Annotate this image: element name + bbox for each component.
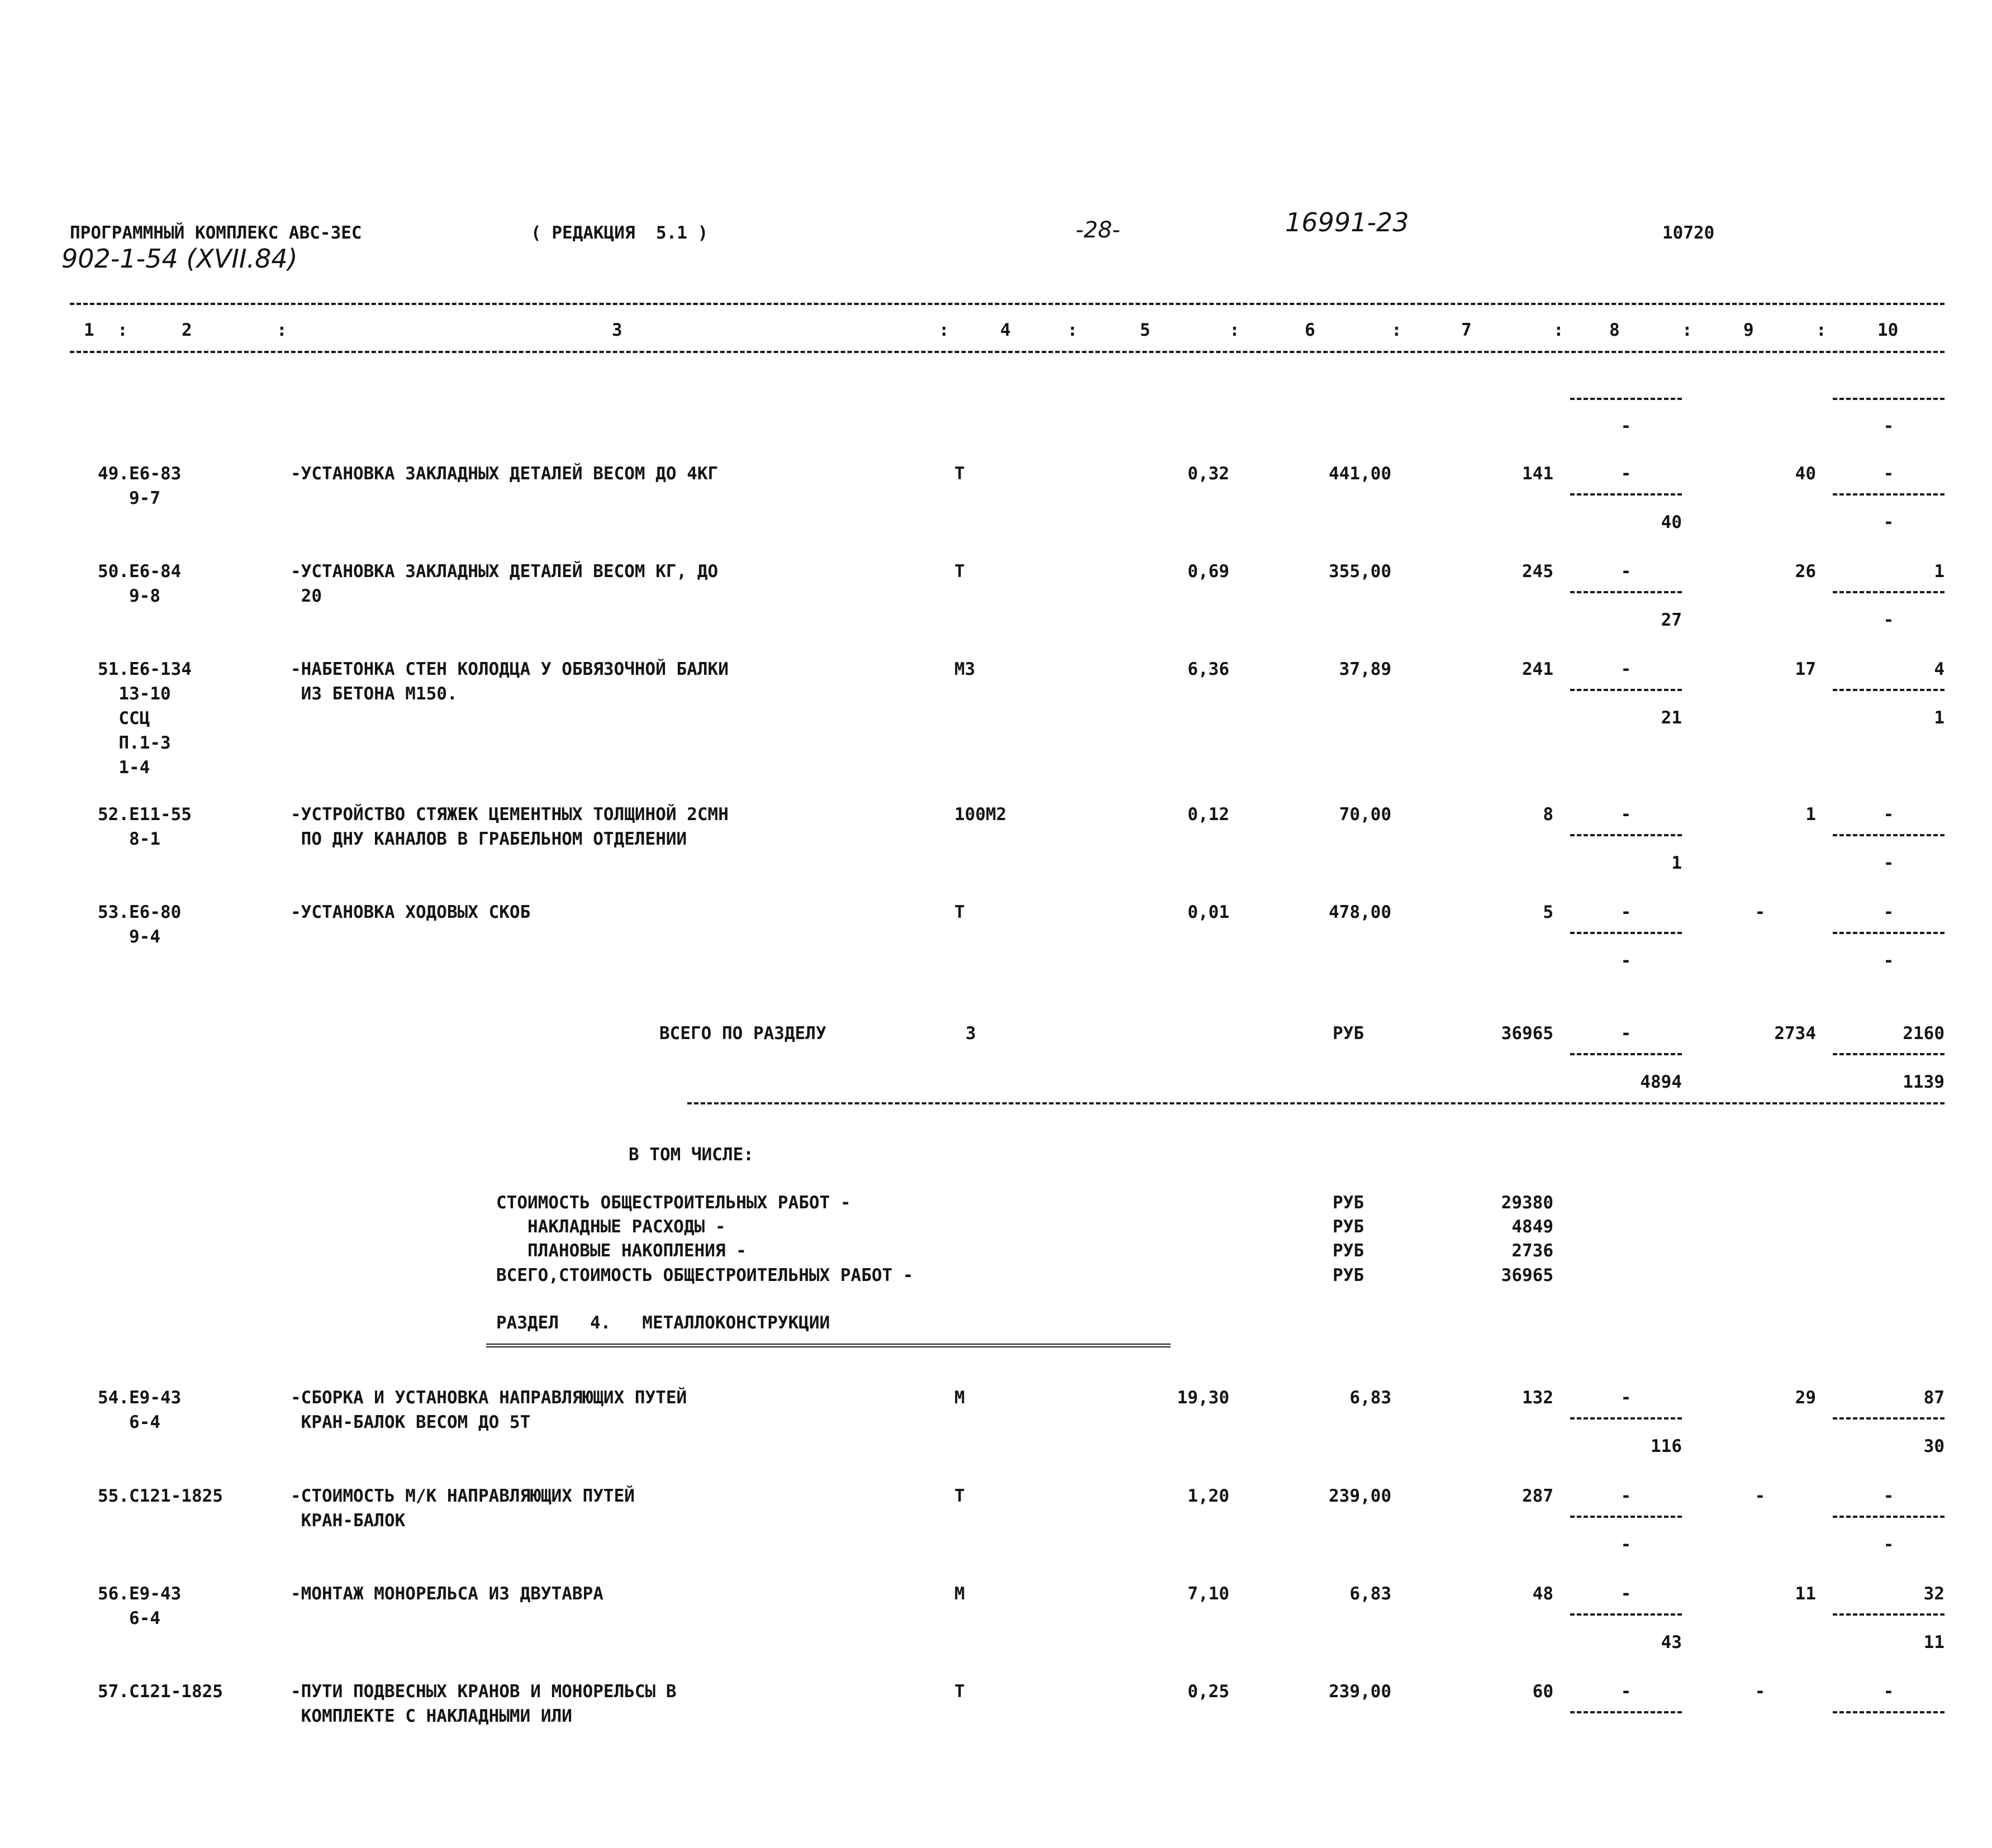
item-unit: М xyxy=(954,1388,965,1408)
item-quantity: 19,30 xyxy=(1177,1388,1229,1408)
item-c9: - xyxy=(1755,1682,1766,1702)
item-c10-top: - xyxy=(1883,902,1894,922)
item-c9: 26 xyxy=(1795,561,1816,582)
item-code-line: 6-4 xyxy=(98,1412,160,1432)
item-total: 245 xyxy=(1522,561,1553,582)
including-item-currency: РУБ xyxy=(1333,1241,1364,1261)
item-code-line: 54.Е9-43 xyxy=(98,1388,182,1408)
item-c8-bottom: 40 xyxy=(1661,512,1682,532)
item-c10-top: 1 xyxy=(1934,561,1945,582)
item-unit: Т xyxy=(954,1486,965,1506)
section-heading-underline xyxy=(486,1344,1171,1347)
item-description-line: -МОНТАЖ МОНОРЕЛЬСА ИЗ ДВУТАВРА xyxy=(291,1584,603,1604)
section-total-c10-top: 2160 xyxy=(1903,1023,1945,1044)
section-total-number: 3 xyxy=(966,1023,976,1044)
item-c8-bottom: - xyxy=(1620,951,1632,971)
item-c9: - xyxy=(1755,1486,1766,1506)
item-quantity: 0,12 xyxy=(1187,804,1229,825)
item-description-line: КРАН-БАЛОК xyxy=(291,1511,406,1531)
item-c10-top: 32 xyxy=(1923,1584,1945,1604)
section-total-c10-bottom: 1139 xyxy=(1903,1072,1945,1092)
item-unit-price: 239,00 xyxy=(1329,1682,1391,1702)
item-unit-price: 239,00 xyxy=(1329,1486,1391,1506)
item-quantity: 0,32 xyxy=(1187,464,1229,484)
item-code-line: 9-8 xyxy=(98,586,160,606)
page-number: -28- xyxy=(1076,217,1120,243)
item-c9: 29 xyxy=(1795,1388,1816,1408)
item-description-line: -СБОРКА И УСТАНОВКА НАПРАВЛЯЮЩИХ ПУТЕЙ xyxy=(291,1388,687,1408)
item-c8-bottom: 1 xyxy=(1671,853,1682,873)
column-number-5: 5 xyxy=(1140,320,1150,340)
item-c8-rule xyxy=(1570,493,1682,496)
column-number-3: 3 xyxy=(612,320,622,340)
item-c8-rule xyxy=(1570,1711,1682,1713)
item-c10-bottom: 30 xyxy=(1923,1436,1945,1456)
edition-label: ( РЕДАКЦИЯ 5.1 ) xyxy=(531,223,709,243)
document-number: 10720 xyxy=(1662,223,1715,243)
item-code-line: 50.Е6-84 xyxy=(98,561,182,582)
project-code: 902-1-54 (XVII.84) xyxy=(61,244,298,274)
item-total: 5 xyxy=(1543,902,1553,922)
item-total: 141 xyxy=(1522,464,1553,484)
including-item-value: 4849 xyxy=(1511,1217,1553,1237)
item-unit: Т xyxy=(954,1682,965,1702)
item-c10-bottom: - xyxy=(1883,951,1894,971)
column-separator: : xyxy=(1391,320,1402,340)
item-c9: 11 xyxy=(1795,1584,1816,1604)
item-unit: Т xyxy=(954,464,965,484)
section-total-c8-rule xyxy=(1570,1053,1682,1055)
item-c9: - xyxy=(1755,902,1766,922)
item-code-line: 1-4 xyxy=(98,758,150,778)
column-separator: : xyxy=(1553,320,1564,340)
item-unit-price: 37,89 xyxy=(1339,659,1391,679)
carry-c8-rule xyxy=(1570,398,1682,400)
column-number-6: 6 xyxy=(1305,320,1315,340)
including-item-label: ПЛАНОВЫЕ НАКОПЛЕНИЯ - xyxy=(496,1241,747,1261)
including-item-label: СТОИМОСТЬ ОБЩЕСТРОИТЕЛЬНЫХ РАБОТ - xyxy=(496,1193,851,1213)
item-code-line: 51.Е6-134 xyxy=(98,659,192,679)
including-item-currency: РУБ xyxy=(1333,1265,1364,1285)
item-c8-rule xyxy=(1570,932,1682,934)
item-code-line: 49.Е6-83 xyxy=(98,464,182,484)
item-quantity: 7,10 xyxy=(1187,1584,1229,1604)
item-c8-top: - xyxy=(1620,1682,1632,1702)
item-c10-rule xyxy=(1833,1417,1945,1420)
including-item-currency: РУБ xyxy=(1333,1217,1364,1237)
item-c10-top: 87 xyxy=(1923,1388,1945,1408)
item-c9: 1 xyxy=(1805,804,1816,825)
including-item-value: 29380 xyxy=(1501,1193,1553,1213)
item-quantity: 0,69 xyxy=(1187,561,1229,582)
item-unit-price: 355,00 xyxy=(1329,561,1391,582)
item-unit: М3 xyxy=(954,659,976,679)
including-item-currency: РУБ xyxy=(1333,1193,1364,1213)
header-bottom-rule xyxy=(70,351,1945,353)
item-c8-top: - xyxy=(1620,561,1632,582)
item-c8-top: - xyxy=(1620,1388,1632,1408)
doc-code: 16991-23 xyxy=(1285,207,1409,237)
item-c10-bottom: - xyxy=(1883,610,1894,630)
item-quantity: 0,01 xyxy=(1187,902,1229,922)
item-code-line: 55.С121-1825 xyxy=(98,1486,223,1506)
item-total: 241 xyxy=(1522,659,1553,679)
item-description-line: -СТОИМОСТЬ М/К НАПРАВЛЯЮЩИХ ПУТЕЙ xyxy=(291,1486,635,1506)
item-c8-top: - xyxy=(1620,902,1632,922)
item-c8-rule xyxy=(1570,1516,1682,1518)
item-c8-bottom: 27 xyxy=(1661,610,1682,630)
program-title: ПРОГРАММНЫЙ КОМПЛЕКС АВС-3ЕС xyxy=(70,223,362,243)
item-c8-top: - xyxy=(1620,1486,1632,1506)
item-code-line: 9-4 xyxy=(98,927,160,947)
item-total: 132 xyxy=(1522,1388,1553,1408)
item-c8-top: - xyxy=(1620,464,1632,484)
item-c9: 40 xyxy=(1795,464,1816,484)
item-c10-top: - xyxy=(1883,804,1894,825)
item-c10-bottom: - xyxy=(1883,512,1894,532)
item-c8-rule xyxy=(1570,689,1682,691)
column-number-7: 7 xyxy=(1461,320,1472,340)
item-c8-rule xyxy=(1570,1613,1682,1616)
item-description-line: -НАБЕТОНКА СТЕН КОЛОДЦА У ОБВЯЗОЧНОЙ БАЛКИ xyxy=(291,659,729,679)
item-description-line: -УСТАНОВКА ХОДОВЫХ СКОБ xyxy=(291,902,531,922)
item-c8-top: - xyxy=(1620,804,1632,825)
column-number-1: 1 xyxy=(84,320,94,340)
item-c8-rule xyxy=(1570,834,1682,836)
item-description-line: КРАН-БАЛОК ВЕСОМ ДО 5Т xyxy=(291,1412,531,1432)
item-code-line: ССЦ xyxy=(98,708,150,728)
item-description-line: ИЗ БЕТОНА М150. xyxy=(291,684,458,704)
item-code-line: 56.Е9-43 xyxy=(98,1584,182,1604)
item-quantity: 0,25 xyxy=(1187,1682,1229,1702)
item-c10-rule xyxy=(1833,1613,1945,1616)
item-unit: Т xyxy=(954,902,965,922)
item-total: 8 xyxy=(1543,804,1553,825)
section-total-c8-bottom: 4894 xyxy=(1640,1072,1682,1092)
carry-c8-value: - xyxy=(1620,416,1632,436)
section-total-sum: 36965 xyxy=(1501,1023,1553,1044)
item-description-line: -УСТАНОВКА ЗАКЛАДНЫХ ДЕТАЛЕЙ ВЕСОМ КГ, ДО xyxy=(291,561,719,582)
including-item-value: 2736 xyxy=(1511,1241,1553,1261)
item-description-line: ПО ДНУ КАНАЛОВ В ГРАБЕЛЬНОМ ОТДЕЛЕНИИ xyxy=(291,829,687,849)
item-code-line: 6-4 xyxy=(98,1608,160,1628)
column-separator: : xyxy=(117,320,128,340)
item-c8-bottom: 21 xyxy=(1661,708,1682,728)
item-c10-rule xyxy=(1833,493,1945,496)
item-description-line: -УСТРОЙСТВО СТЯЖЕК ЦЕМЕНТНЫХ ТОЛЩИНОЙ 2СМН xyxy=(291,804,729,825)
item-unit: 100М2 xyxy=(954,804,1007,825)
column-number-2: 2 xyxy=(182,320,192,340)
item-c10-bottom: 11 xyxy=(1923,1632,1945,1652)
item-quantity: 6,36 xyxy=(1187,659,1229,679)
column-number-10: 10 xyxy=(1877,320,1899,340)
including-item-label: НАКЛАДНЫЕ РАСХОДЫ - xyxy=(496,1217,726,1237)
item-c10-rule xyxy=(1833,591,1945,593)
item-code-line: 13-10 xyxy=(98,684,171,704)
column-separator: : xyxy=(1229,320,1240,340)
carry-c10-value: - xyxy=(1883,416,1894,436)
item-code-line: 57.С121-1825 xyxy=(98,1682,223,1702)
section-total-c10-rule xyxy=(1833,1053,1945,1055)
item-unit-price: 441,00 xyxy=(1329,464,1391,484)
section-total-label: ВСЕГО ПО РАЗДЕЛУ xyxy=(659,1023,826,1044)
item-code-line: 8-1 xyxy=(98,829,160,849)
column-separator: : xyxy=(1067,320,1078,340)
column-separator: : xyxy=(939,320,949,340)
section-total-c9: 2734 xyxy=(1774,1023,1816,1044)
item-c10-rule xyxy=(1833,1516,1945,1518)
item-c10-bottom: 1 xyxy=(1934,708,1945,728)
item-c8-bottom: - xyxy=(1620,1535,1632,1555)
item-code-line: 53.Е6-80 xyxy=(98,902,182,922)
item-c10-bottom: - xyxy=(1883,1535,1894,1555)
column-separator: : xyxy=(1816,320,1827,340)
item-c10-bottom: - xyxy=(1883,853,1894,873)
item-unit: М xyxy=(954,1584,965,1604)
column-number-8: 8 xyxy=(1609,320,1620,340)
item-c8-bottom: 116 xyxy=(1651,1436,1682,1456)
including-item-label: ВСЕГО,СТОИМОСТЬ ОБЩЕСТРОИТЕЛЬНЫХ РАБОТ - xyxy=(496,1265,914,1285)
item-c10-rule xyxy=(1833,689,1945,691)
item-description-line: КОМПЛЕКТЕ С НАКЛАДНЫМИ ИЛИ xyxy=(291,1706,572,1726)
item-code-line: П.1-3 xyxy=(98,733,171,753)
carry-c10-rule xyxy=(1833,398,1945,400)
item-c8-top: - xyxy=(1620,1584,1632,1604)
item-c10-top: 4 xyxy=(1934,659,1945,679)
item-total: 48 xyxy=(1532,1584,1553,1604)
item-c8-rule xyxy=(1570,1417,1682,1420)
column-separator: : xyxy=(277,320,287,340)
section-heading: РАЗДЕЛ 4. МЕТАЛЛОКОНСТРУКЦИИ xyxy=(496,1313,830,1333)
section-total-c8-top: - xyxy=(1620,1023,1632,1044)
header-top-rule xyxy=(70,303,1945,305)
including-item-value: 36965 xyxy=(1501,1265,1553,1285)
item-c10-top: - xyxy=(1883,464,1894,484)
item-c10-rule xyxy=(1833,932,1945,934)
item-c10-rule xyxy=(1833,834,1945,836)
item-unit-price: 70,00 xyxy=(1339,804,1391,825)
column-separator: : xyxy=(1682,320,1693,340)
item-total: 60 xyxy=(1532,1682,1553,1702)
item-unit-price: 478,00 xyxy=(1329,902,1391,922)
column-number-4: 4 xyxy=(1000,320,1011,340)
column-number-9: 9 xyxy=(1743,320,1754,340)
including-title: В ТОМ ЧИСЛЕ: xyxy=(629,1145,754,1165)
item-description-line: -УСТАНОВКА ЗАКЛАДНЫХ ДЕТАЛЕЙ ВЕСОМ ДО 4КГ xyxy=(291,464,719,484)
section-total-currency: РУБ xyxy=(1333,1023,1364,1044)
item-c10-top: - xyxy=(1883,1486,1894,1506)
item-unit-price: 6,83 xyxy=(1349,1388,1391,1408)
section-total-rule xyxy=(687,1102,1945,1104)
item-code-line: 52.Е11-55 xyxy=(98,804,192,825)
item-quantity: 1,20 xyxy=(1187,1486,1229,1506)
item-c8-top: - xyxy=(1620,659,1632,679)
item-c10-rule xyxy=(1833,1711,1945,1713)
item-c8-bottom: 43 xyxy=(1661,1632,1682,1652)
item-c10-top: - xyxy=(1883,1682,1894,1702)
item-description-line: -ПУТИ ПОДВЕСНЫХ КРАНОВ И МОНОРЕЛЬСЫ В xyxy=(291,1682,677,1702)
item-unit-price: 6,83 xyxy=(1349,1584,1391,1604)
item-code-line: 9-7 xyxy=(98,488,160,508)
item-c8-rule xyxy=(1570,591,1682,593)
item-unit: Т xyxy=(954,561,965,582)
item-c9: 17 xyxy=(1795,659,1816,679)
item-description-line: 20 xyxy=(291,586,322,606)
item-total: 287 xyxy=(1522,1486,1553,1506)
